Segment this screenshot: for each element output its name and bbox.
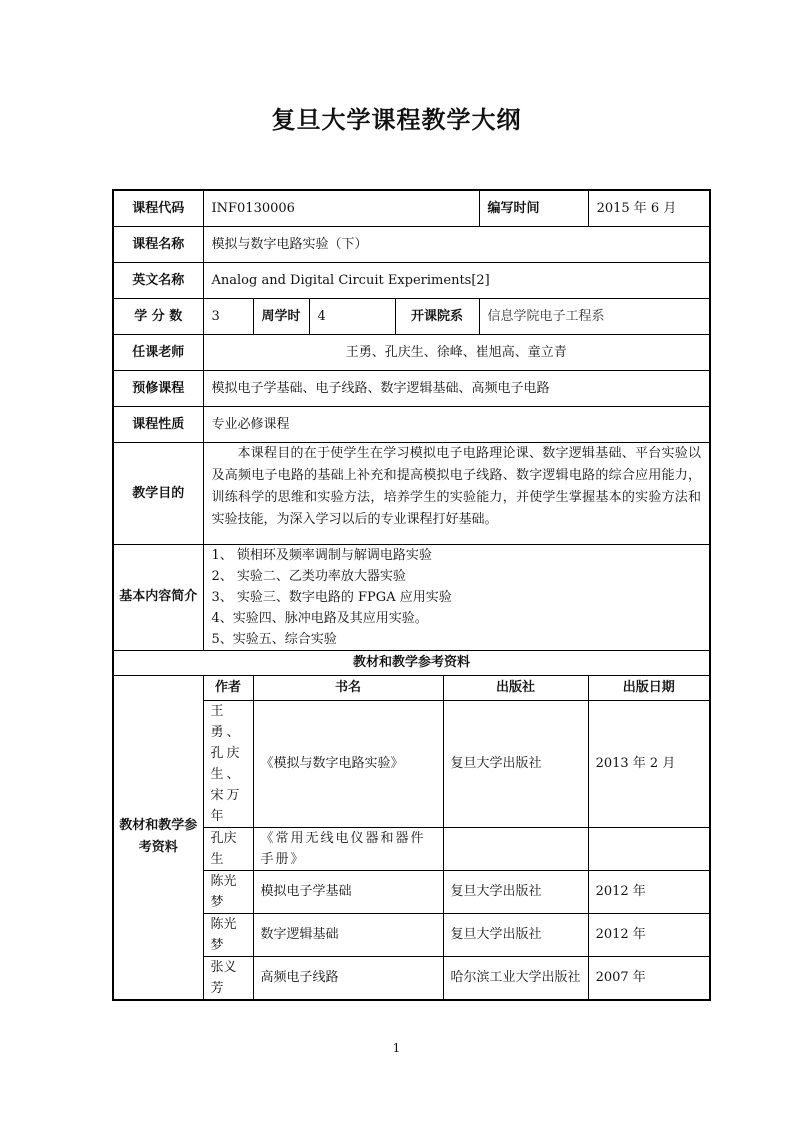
- value-weekly-hours: 4: [309, 298, 395, 334]
- label-written-date: 编写时间: [479, 190, 588, 226]
- label-course-type: 课程性质: [113, 406, 203, 442]
- row-course-type: [113, 406, 710, 442]
- value-credits: 3: [203, 298, 253, 334]
- row-teachers: [113, 334, 710, 370]
- header-title: 书名: [253, 675, 443, 700]
- ref-author: 王勇、孔庆生、宋万年: [203, 700, 253, 827]
- ref-date: 2012 年: [588, 870, 710, 913]
- header-author: 作者: [203, 675, 253, 700]
- ref-publisher: [443, 827, 588, 870]
- ref-title: 数字逻辑基础: [253, 913, 443, 956]
- ref-date: 2007 年: [588, 956, 710, 1000]
- reference-row: [113, 827, 710, 870]
- syllabus-table: [112, 189, 711, 1001]
- row-references-heading: [113, 650, 710, 675]
- header-publisher: 出版社: [443, 675, 588, 700]
- ref-publisher: 复旦大学出版社: [443, 870, 588, 913]
- ref-title: 《模拟与数字电路实验》: [253, 700, 443, 827]
- content-item: 3、 实验三、数字电路的 FPGA 应用实验: [211, 589, 452, 605]
- ref-publisher: 复旦大学出版社: [443, 700, 588, 827]
- ref-date: [588, 827, 710, 870]
- ref-author: 孔庆生: [203, 827, 253, 870]
- reference-row: [113, 870, 710, 913]
- row-course-code: [113, 190, 710, 226]
- label-course-code: 课程代码: [113, 190, 203, 226]
- content-list: [203, 544, 710, 650]
- value-english-name: Analog and Digital Circuit Experiments[2]: [203, 262, 710, 298]
- reference-row: [113, 913, 710, 956]
- label-prerequisites: 预修课程: [113, 370, 203, 406]
- row-prerequisites: [113, 370, 710, 406]
- reference-row: [113, 700, 710, 827]
- row-english-name: [113, 262, 710, 298]
- ref-title: 高频电子线路: [253, 956, 443, 1000]
- ref-author: 陈光梦: [203, 870, 253, 913]
- document-title: 复旦大学课程教学大纲: [271, 106, 522, 134]
- row-credits: [113, 298, 710, 334]
- content-item: 5、实验五、综合实验: [211, 631, 337, 647]
- value-course-name: 模拟与数字电路实验（下）: [203, 226, 710, 262]
- ref-title: 《常用无线电仪器和器件手册》: [253, 827, 443, 870]
- value-prerequisites: 模拟电子学基础、电子线路、数字逻辑基础、高频电子电路: [203, 370, 710, 406]
- ref-author: 陈光梦: [203, 913, 253, 956]
- ref-author: 张义芳: [203, 956, 253, 1000]
- label-weekly-hours: 周学时: [253, 298, 309, 334]
- label-course-name: 课程名称: [113, 226, 203, 262]
- ref-publisher: 哈尔滨工业大学出版社: [443, 956, 588, 1000]
- value-department: 信息学院电子工程系: [479, 298, 710, 334]
- label-content: 基本内容简介: [113, 544, 203, 650]
- content-item: 1、 锁相环及频率调制与解调电路实验: [211, 547, 432, 563]
- value-written-date: 2015 年 6 月: [588, 190, 710, 226]
- content-item: 4、实验四、脉冲电路及其应用实验。: [211, 610, 428, 626]
- label-department: 开课院系: [395, 298, 479, 334]
- header-date: 出版日期: [588, 675, 710, 700]
- row-objectives: [113, 442, 710, 544]
- label-objectives: 教学目的: [113, 442, 203, 544]
- ref-publisher: 复旦大学出版社: [443, 913, 588, 956]
- page-number: 1: [392, 1041, 401, 1055]
- label-teachers: 任课老师: [113, 334, 203, 370]
- label-english-name: 英文名称: [113, 262, 203, 298]
- content-item: 2、 实验二、乙类功率放大器实验: [211, 568, 406, 584]
- row-course-name: [113, 226, 710, 262]
- ref-date: 2013 年 2 月: [588, 700, 710, 827]
- row-content: [113, 544, 710, 650]
- references-header-row: [113, 675, 710, 700]
- ref-date: 2012 年: [588, 913, 710, 956]
- value-teachers: 王勇、孔庆生、徐峰、崔旭高、童立青: [203, 334, 710, 370]
- value-course-type: 专业必修课程: [203, 406, 710, 442]
- label-credits: 学 分 数: [113, 298, 203, 334]
- reference-row: [113, 956, 710, 1000]
- label-references: 教材和教学参考资料: [113, 675, 203, 1000]
- value-objectives: 本课程目的在于使学生在学习模拟电子电路理论课、数字逻辑基础、平台实验以及高频电子电路的基础上补充和提高模拟电子线路、数字逻辑电路的综合应用能力，训练科学的思维和实验方法，培养学生的实验能力，并使学生掌握基本的实验方法和实验技能，为深入学习以后的专业课程打好基础。: [203, 442, 710, 544]
- value-course-code: INF0130006: [203, 190, 479, 226]
- references-section-title: 教材和教学参考资料: [113, 650, 710, 675]
- ref-title: 模拟电子学基础: [253, 870, 443, 913]
